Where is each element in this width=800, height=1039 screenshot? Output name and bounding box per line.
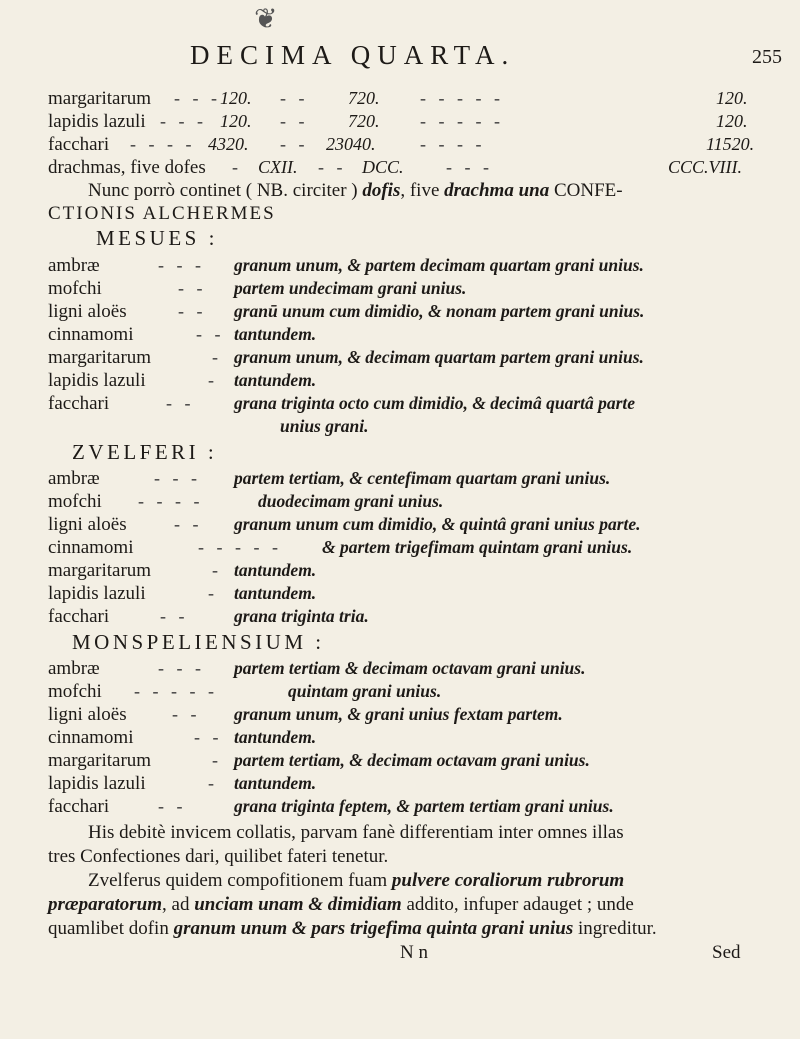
running-title: DECIMA QUARTA. (190, 40, 516, 70)
recipe-row: lapidis lazuli - tantundem. (48, 370, 317, 391)
recipe-row: margaritarum - tantundem. (48, 560, 317, 581)
table-cell-name: facchari (48, 134, 110, 155)
table-row: lapidis lazuli - - - 120. - - 720. - - - - - 120. (48, 111, 748, 132)
table-cell-value: 120. (220, 111, 252, 131)
recipe-row: mofchi - - partem undecimam grani unius. (48, 278, 467, 299)
recipe-row: cinnamomi - - tantundem. (48, 727, 317, 748)
closing-line-5: quamlibet dofin granum unum & pars trigefima quinta grani unius ingreditur. (48, 918, 657, 939)
intro-line-2: CTIONIS ALCHERMES (48, 203, 276, 224)
table-cell-value: CXII. (258, 157, 298, 177)
running-header (0, 40, 800, 74)
recipe-row: facchari - - grana triginta tria. (48, 606, 369, 627)
intro-line-1: Nunc porrò continet ( NB. circiter ) dofis, five drachma una CONFE- (88, 180, 623, 201)
table-cell-name: drachmas, five dofes (48, 157, 206, 178)
table-cell-name: lapidis lazuli (48, 111, 146, 132)
recipe-row: ligni aloës - - granū unum cum dimidio, & nonam partem grani unius. (48, 301, 645, 322)
table-cell-value: 720. (348, 88, 380, 108)
recipe-row: mofchi - - - - duodecimam grani unius. (48, 491, 444, 512)
table-cell-value: 4320. (208, 134, 249, 154)
table-cell-value: 720. (348, 111, 380, 131)
page-number: 255 (752, 46, 782, 68)
table-cell-name: margaritarum (48, 88, 152, 109)
table-cell-value: DCC. (362, 157, 404, 177)
recipe-row: cinnamomi - - - - - & partem trigefimam quintam grani unius. (48, 537, 633, 558)
recipe-row: ambræ - - - granum unum, & partem decimam quartam grani unius. (48, 255, 644, 276)
recipe-continuation: unius grani. (280, 416, 369, 436)
recipe-row: facchari - - grana triginta octo cum dimidio, & decimâ quartâ parte (48, 393, 636, 414)
table-cell-value: 23040. (326, 134, 376, 154)
section-heading: ZVELFERI : (72, 440, 218, 464)
recipe-row: ambræ - - - partem tertiam, & centefimam quartam grani unius. (48, 468, 611, 489)
section-heading: MESUES : (96, 226, 218, 250)
table-row: drachmas, five dofes - CXII. - - DCC. - - - CCC.VIII. (48, 157, 742, 178)
table-cell-value: 11520. (706, 134, 755, 154)
closing-line-1: His debitè invicem collatis, parvam fanè differentiam inter omnes illas (88, 822, 624, 843)
section-heading: MONSPELIENSIUM : (72, 630, 325, 654)
table-cell-value: 120. (716, 111, 748, 131)
table-cell-value: 120. (716, 88, 748, 108)
recipe-row: lapidis lazuli - tantundem. (48, 583, 317, 604)
printer-ornament-icon: ❦ (254, 4, 278, 35)
recipe-row: margaritarum - granum unum, & decimam quartam partem grani unius. (48, 347, 644, 368)
recipe-row: ligni aloës - - granum unum, & grani unius fextam partem. (48, 704, 563, 725)
table-cell-value: 120. (220, 88, 252, 108)
recipe-row: ambræ - - - partem tertiam & decimam octavam grani unius. (48, 658, 586, 679)
signature-mark: N n (400, 942, 428, 963)
recipe-row: ligni aloës - - granum unum cum dimidio, & quintâ grani unius parte. (48, 514, 641, 535)
closing-line-3: Zvelferus quidem compofitionem fuam pulvere coraliorum rubrorum (88, 870, 625, 891)
recipe-row: cinnamomi - - tantundem. (48, 324, 317, 345)
recipe-row: mofchi - - - - - quintam grani unius. (48, 681, 442, 702)
recipe-row: margaritarum - partem tertiam, & decimam octavam grani unius. (48, 750, 590, 771)
table-cell-value: CCC.VIII. (668, 157, 742, 177)
table-row: margaritarum - - - 120. - - 720. - - - - - 120. (48, 88, 748, 109)
recipe-row: lapidis lazuli - tantundem. (48, 773, 317, 794)
closing-line-4: præparatorum, ad unciam unam & dimidiam addito, infuper adauget ; unde (48, 894, 634, 915)
catchword: Sed (712, 942, 741, 963)
recipe-row: facchari - - grana triginta feptem, & partem tertiam grani unius. (48, 796, 614, 817)
table-row: facchari - - - - 4320. - - 23040. - - - - 11520. (48, 134, 755, 155)
closing-line-2: tres Confectiones dari, quilibet fateri tenetur. (48, 846, 389, 867)
